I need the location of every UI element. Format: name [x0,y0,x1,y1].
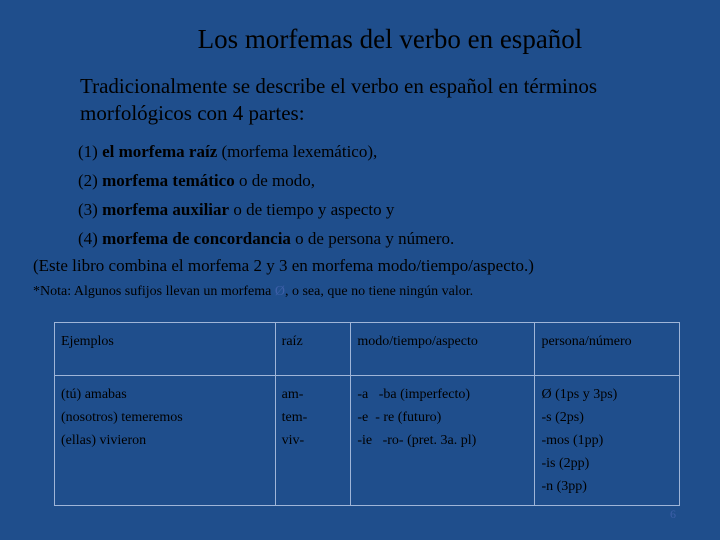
list-item [78,169,454,198]
note-text-after: , o sea, que no tiene ningún valor. [284,284,474,299]
table-row [55,376,680,506]
person-morpheme: -s (2ps) [541,410,584,425]
item-number: (1) [78,142,103,161]
list-item [78,227,454,256]
tense-cell [351,376,535,506]
item-term: el morfema raíz [102,142,218,161]
morpheme-list [78,140,454,256]
table-header-row [55,323,680,376]
zero-symbol: Ø [274,284,285,299]
item-description: (morfema lexemático), [217,142,378,161]
tense-morpheme: -ie -ro- (pret. 3a. pl) [357,433,477,448]
item-number: (3) [78,200,103,219]
tense-morpheme: -a -ba (imperfecto) [357,387,471,402]
page-number: 6 [670,507,676,521]
person-morpheme: Ø (1ps y 3ps) [541,387,618,402]
examples-cell [55,376,276,506]
root-cell [275,376,351,506]
header-ejemplos: Ejemplos [55,323,276,376]
item-number: (4) [78,229,103,248]
header-persona-numero: persona/número [535,323,680,376]
root-morpheme: am- [281,387,304,402]
tense-morpheme: -e - re (futuro) [357,410,442,425]
list-item [78,140,454,169]
zero-morpheme-note [33,284,473,300]
item-term: morfema temático [102,171,235,190]
example-verb: (tú) amabas [61,387,127,402]
header-modo-tiempo-aspecto: modo/tiempo/aspecto [351,323,535,376]
item-description: o de modo, [234,171,315,190]
person-morpheme: -n (3pp) [541,479,587,494]
person-cell [535,376,680,506]
note-text-before: *Nota: Algunos sufijos llevan un morfema [33,284,275,299]
item-description: o de persona y número. [290,229,455,248]
root-morpheme: viv- [281,433,305,448]
list-item [78,198,454,227]
person-morpheme: -is (2pp) [541,456,590,471]
examples-table [54,322,680,506]
book-note: (Este libro combina el morfema 2 y 3 en morfema modo/tiempo/aspecto.) [33,256,534,275]
intro-text: Tradicionalmente se describe el verbo en español en términos morfológicos con 4 partes: [80,74,598,125]
slide-title: Los morfemas del verbo en español [197,24,583,54]
root-morpheme: tem- [281,410,308,425]
example-verb: (ellas) vivieron [61,433,147,448]
item-description: o de tiempo y aspecto y [229,200,395,219]
item-number: (2) [78,171,103,190]
item-term: morfema auxiliar [102,200,230,219]
item-term: morfema de concordancia [102,229,291,248]
header-raiz: raíz [275,323,351,376]
example-verb: (nosotros) temeremos [61,410,183,425]
person-morpheme: -mos (1pp) [541,433,604,448]
